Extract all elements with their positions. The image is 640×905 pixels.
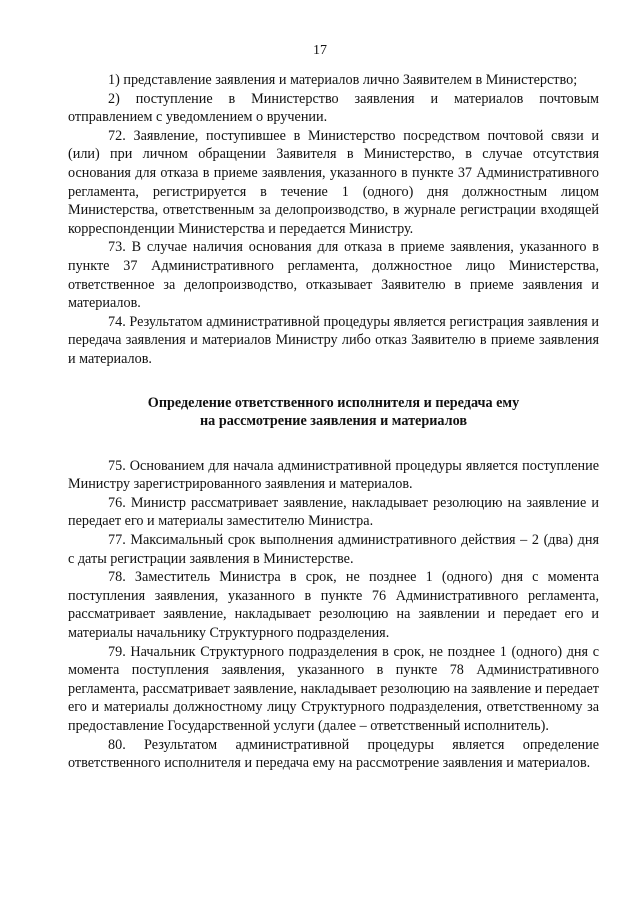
paragraph-item-1: 1) представление заявления и материалов лично Заявителем в Министерство; [108, 72, 578, 88]
paragraph-73: 73. В случае наличия основания для отказа в приеме заявления, указанного в пункте 37 Административного регламента, должностное лицо Министерства, ответственное за делопроизводство, отказывает Заявителю в приеме заявления и материалов. [68, 239, 599, 312]
paragraph-item-2: 2) поступление в Министерство заявления и материалов почтовым отправлением с уведомлением о вручении. [68, 90, 599, 126]
paragraph-79: 79. Начальник Структурного подразделения в срок, не позднее 1 (одного) дня с момента поступления заявления, указанного в пункте 78 Административного регламента, рассматривает заявление, накладывает резолюцию на заявление и передает его и материалы должностному лицу Структурного подразделения, ответственному за предоставление Государственной услуги (далее – ответственный исполнитель). [68, 643, 599, 734]
document-body [68, 71, 599, 773]
paragraph-80: 80. Результатом административной процедуры является определение ответственного исполнителя и передача ему на рассмотрение заявления и материалов. [68, 736, 599, 772]
section-heading-line-1: Определение ответственного исполнителя и передача ему [147, 394, 520, 411]
paragraph-74: 74. Результатом административной процедуры является регистрация заявления и передача заявления и материалов Министру либо отказ Заявителю в приеме заявления и материалов. [68, 313, 599, 367]
page-number: 17 [313, 43, 327, 58]
paragraph-75: 75. Основанием для начала административной процедуры является поступление Министру зарегистрированного заявления и материалов. [68, 457, 599, 493]
paragraph-78: 78. Заместитель Министра в срок, не позднее 1 (одного) дня с момента поступления заявления, указанного в пункте 76 Административного регламента, рассматривает заявление, накладывает резолюцию на заявлении и передает его и материалы начальнику Структурного подразделения. [68, 569, 599, 642]
section-heading [68, 394, 599, 431]
paragraph-76: 76. Министр рассматривает заявление, накладывает резолюцию на заявление и передает его и материалы заместителю Министра. [68, 494, 599, 530]
section-heading-line-2: на рассмотрение заявления и материалов [200, 413, 467, 430]
paragraph-72: 72. Заявление, поступившее в Министерство посредством почтовой связи и (или) при личном обращении Заявителя в Министерство, в случае отсутствия основания для отказа в приеме заявления, указанного в пункте 37 Административного регламента, регистрируется в течение 1 (одного) дня должностным лицом Министерства, ответственным за делопроизводство, в журнале регистрации входящей корреспонденции Министерства и передается Министру. [68, 127, 599, 237]
paragraph-77: 77. Максимальный срок выполнения административного действия – 2 (два) дня с даты регистрации заявления в Министерстве. [68, 532, 599, 567]
